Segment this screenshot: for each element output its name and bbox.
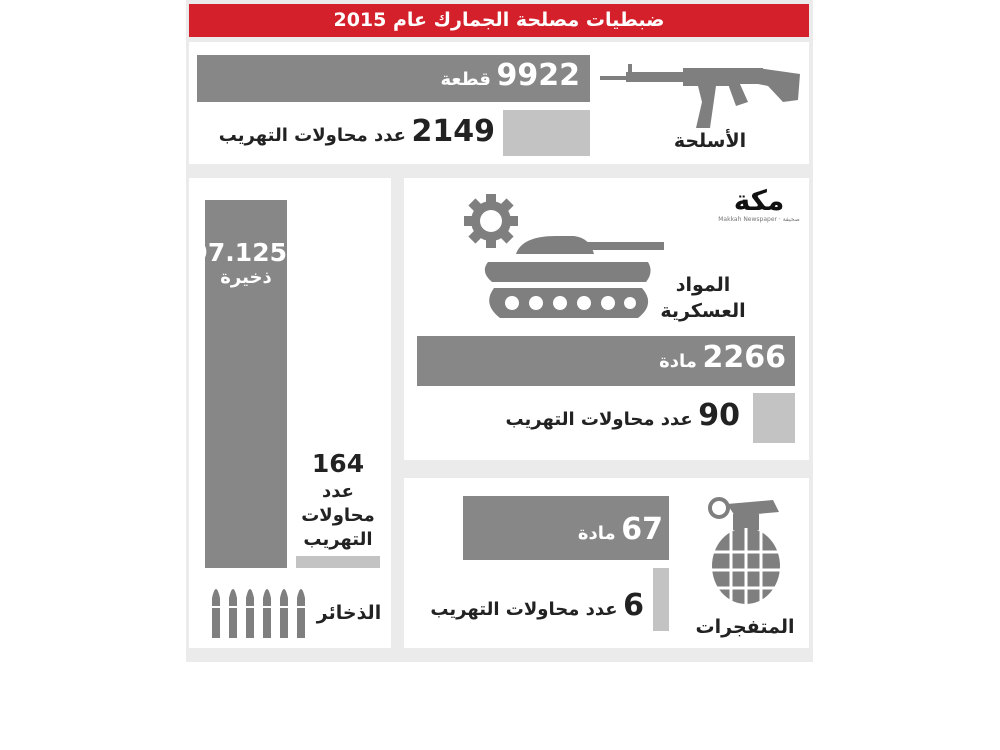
logo-text: مكة: [733, 184, 785, 217]
military-attempts-value: 90: [698, 398, 740, 433]
weapons-attempts-label: [219, 114, 495, 149]
military-attempts-bar: [753, 393, 795, 443]
military-seized-value: 2266: [702, 340, 786, 375]
ammunition-attempts-line2: محاولات: [301, 505, 375, 526]
military-attempts-label: [505, 398, 740, 433]
explosives-seized-unit: مادة: [577, 523, 616, 544]
ammunition-seized-label: [190, 238, 287, 288]
ammunition-category-name: الذخائر: [316, 602, 382, 624]
ammunition-attempts-label: [296, 448, 380, 552]
military-category-line2: العسكرية: [660, 300, 746, 322]
grenade-icon: [705, 494, 785, 606]
page-title: ضبطيات مصلحة الجمارك عام 2015: [189, 4, 809, 37]
military-category-line1: المواد: [675, 274, 731, 296]
bullets-icon: [210, 578, 310, 640]
ammunition-seized-unit: ذخيرة: [220, 267, 272, 288]
military-attempts-text: عدد محاولات التهريب: [505, 409, 693, 430]
military-seized-label: [659, 340, 786, 375]
ammunition-attempts-bar: [296, 556, 380, 568]
explosives-attempts-value: 6: [623, 588, 644, 623]
ammunition-attempts-line3: التهريب: [303, 529, 373, 550]
explosives-seized-label: [578, 512, 663, 547]
weapons-seized-label: [441, 58, 580, 93]
weapons-seized-unit: قطعة: [440, 69, 491, 90]
military-seized-unit: مادة: [659, 351, 697, 372]
logo: [716, 186, 802, 226]
logo-subtext: Makkah Newspaper · صحيفة: [718, 216, 800, 223]
explosives-attempts-text: عدد محاولات التهريب: [430, 599, 618, 620]
ammunition-attempts-value: 164: [311, 449, 365, 478]
explosives-seized-value: 67: [621, 512, 663, 547]
explosives-attempts-bar: [653, 568, 669, 631]
weapons-attempts-bar: [503, 110, 590, 156]
weapons-category-name: الأسلحة: [673, 130, 747, 152]
tank-icon: [478, 232, 668, 320]
explosives-attempts-label: [430, 588, 644, 623]
rifle-icon: [598, 62, 803, 132]
weapons-seized-value: 9922: [496, 58, 580, 93]
explosives-category-name: المتفجرات: [695, 616, 795, 638]
weapons-attempts-text: عدد محاولات التهريب: [218, 125, 406, 146]
military-category-name: [648, 272, 758, 324]
weapons-attempts-value: 2149: [411, 114, 495, 149]
ammunition-seized-value: 97.125: [190, 238, 287, 267]
ammunition-attempts-line1: عدد: [322, 481, 354, 502]
